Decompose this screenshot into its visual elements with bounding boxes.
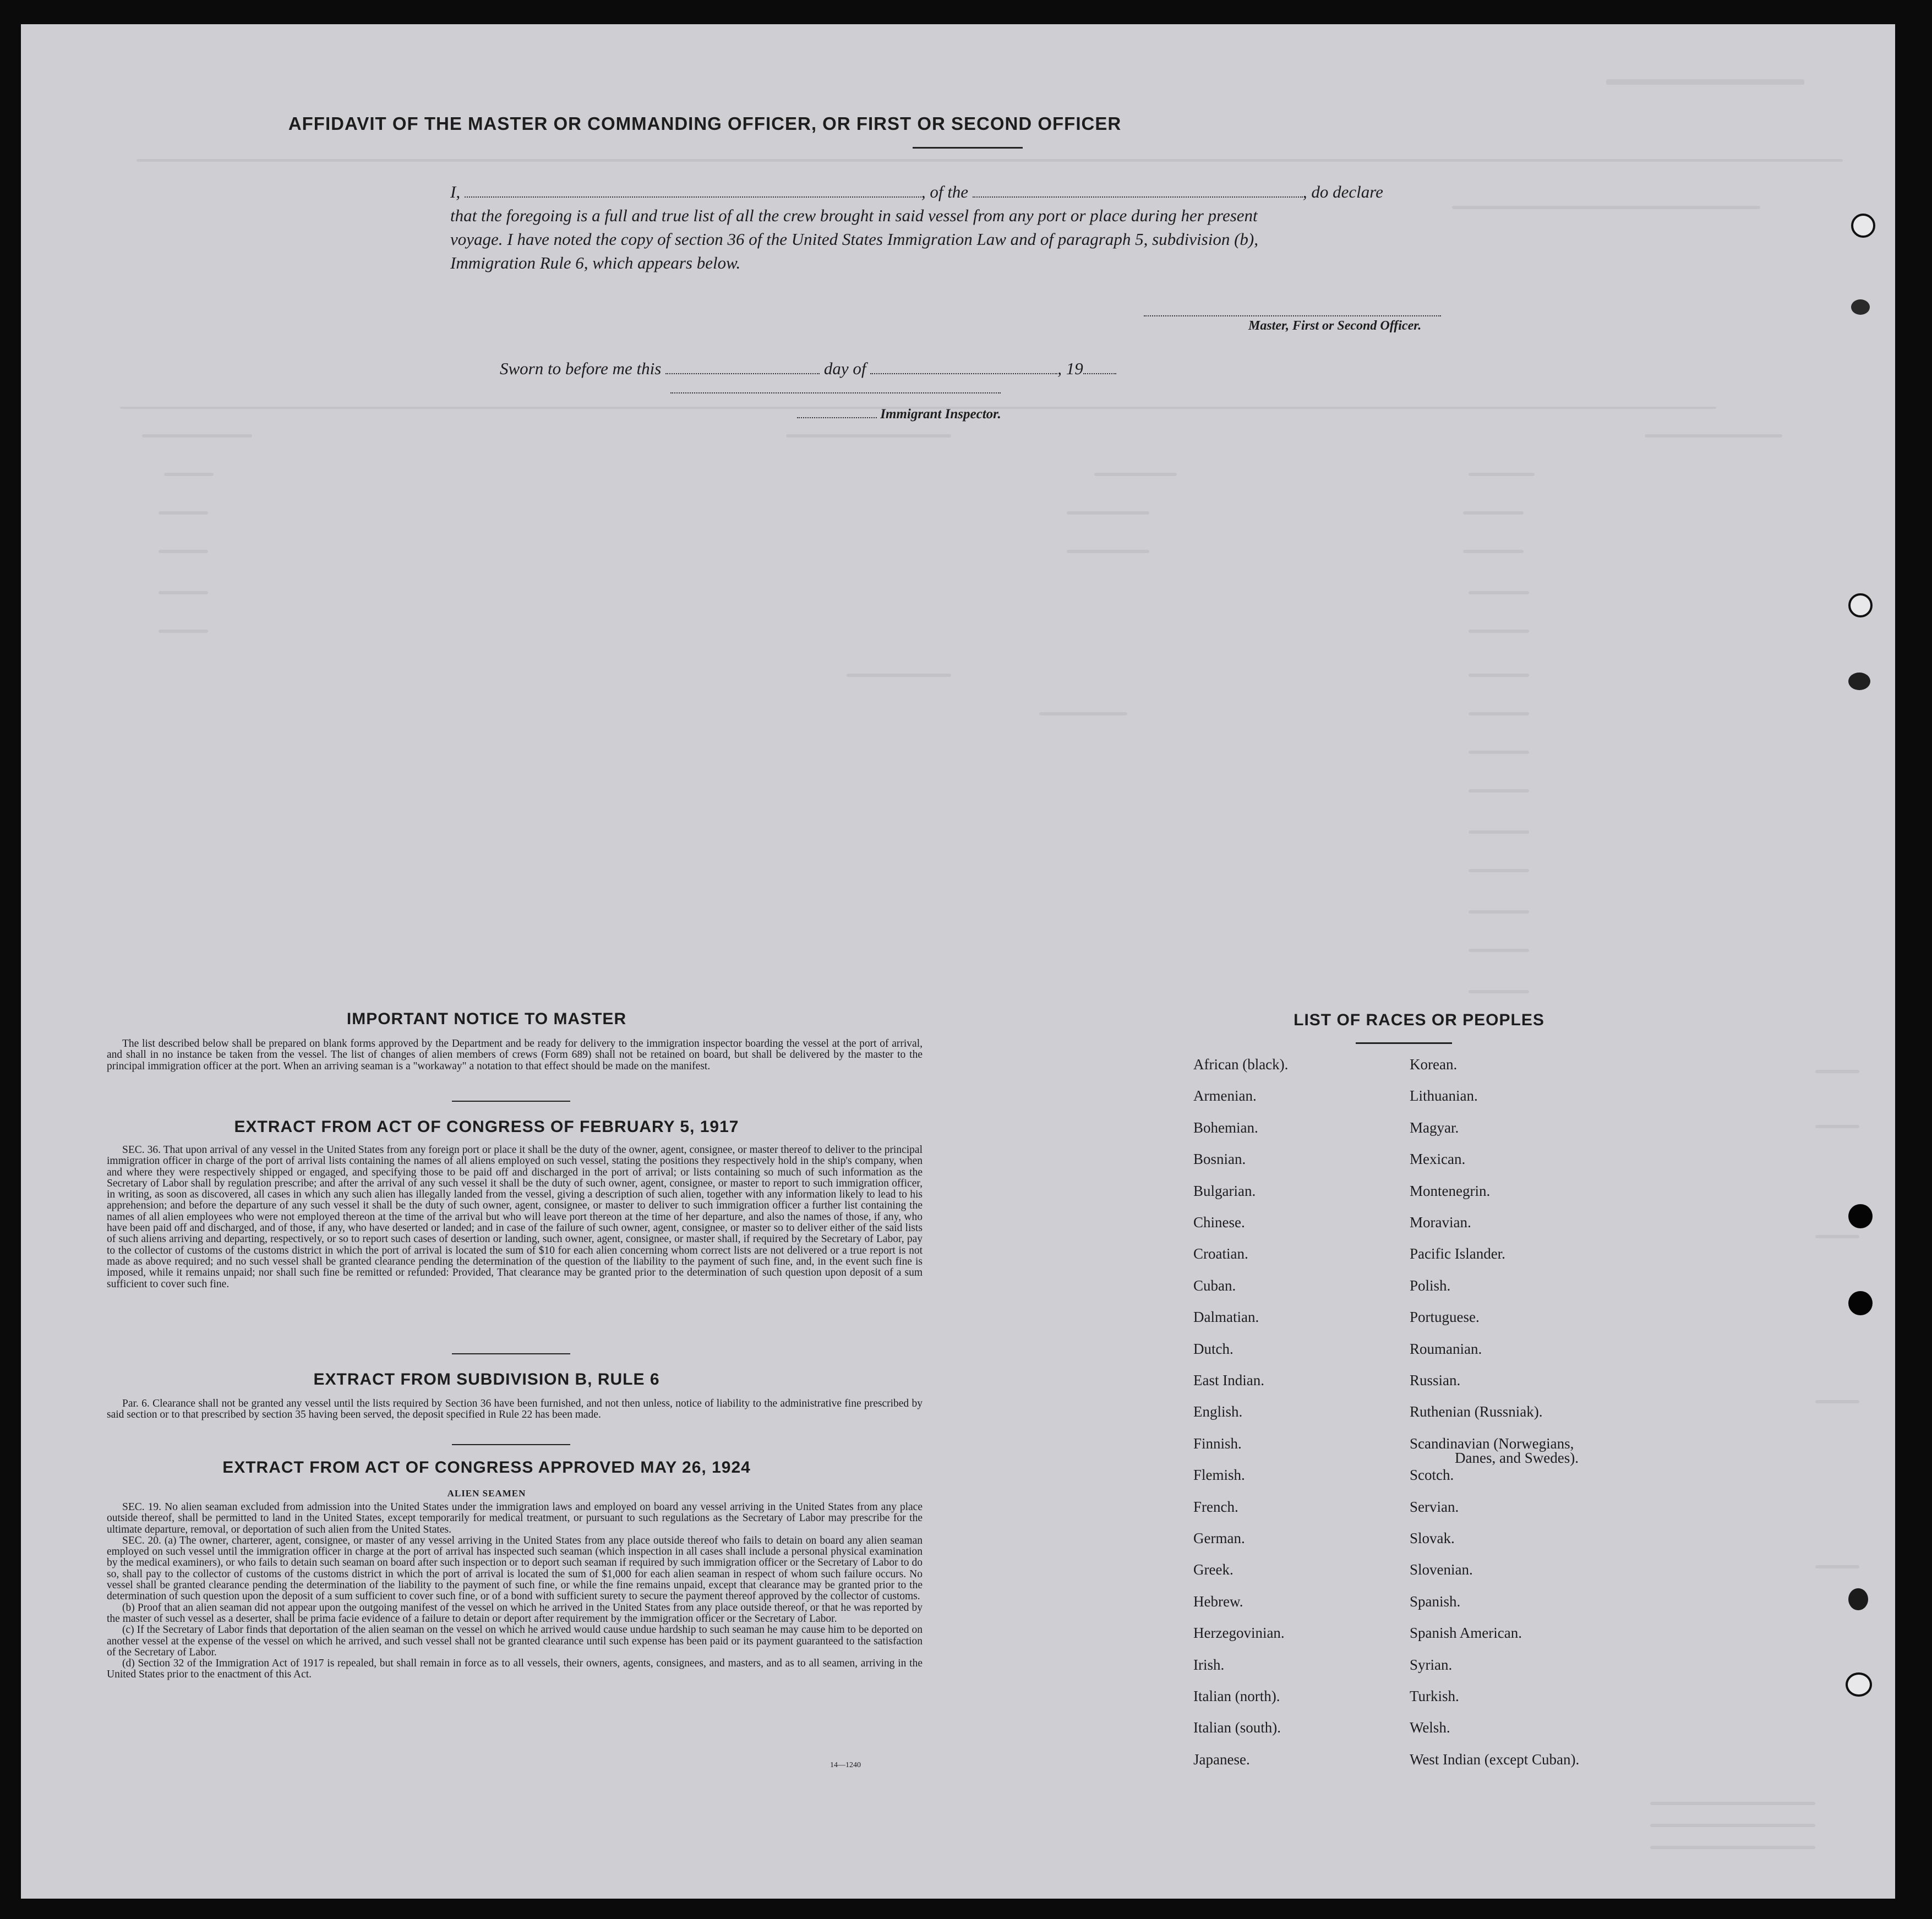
- race-item: Japanese.: [1193, 1751, 1250, 1768]
- race-item: Magyar.: [1410, 1119, 1459, 1136]
- sec-20c-paragraph: (c) If the Secretary of Labor finds that deportation of the alien seaman on the vessel on which he arrived would cause undue hardship to such seaman he may cause him to be deported on another vessel at the expense of the vessel on which he arrived, and such vessel shall not be granted clearance until such expense has been paid or its payment guaranteed to the satisfaction of the Secretary of Labor.: [107, 1624, 923, 1658]
- race-item: Russian.: [1410, 1372, 1461, 1388]
- inspector-caption: Immigrant Inspector.: [880, 407, 1001, 422]
- race-item: Servian.: [1410, 1499, 1459, 1515]
- race-item: Bulgarian.: [1193, 1183, 1256, 1199]
- race-item: Pacific Islander.: [1410, 1245, 1505, 1262]
- race-item: Cuban.: [1193, 1277, 1236, 1294]
- form-number: 14—1240: [830, 1761, 861, 1769]
- document-page: [21, 24, 1895, 1899]
- sec-19-paragraph: SEC. 19. No alien seaman excluded from admission into the United States under the immigration laws and employed on board any vessel arriving in the United States from any place outside thereof, shall be permitted to land in the United States, except temporarily for medical treatment, or pursuant to such regulations as the Secretary of Labor may prescribe for the ultimate departure, removal, or deportation of such alien from the United States.: [107, 1501, 923, 1535]
- affidavit-line-2: that the foregoing is a full and true list of all the crew brought in said vessel from any port or place during her present: [450, 206, 1258, 225]
- notice-text: [107, 1038, 923, 1072]
- title-divider: [913, 147, 1023, 149]
- races-title: LIST OF RACES OR PEOPLES: [1294, 1011, 1544, 1029]
- race-item: Dutch.: [1193, 1341, 1234, 1357]
- notice-paragraph: The list described below shall be prepared on blank forms approved by the Department and be ready for delivery to the immigration inspector boarding the vessel at the port of arrival, and shall in no instance be taken from the vessel. The list of changes of alien members of crews (Form 689) shall not be retained on board, but shall be delivered by the master to the principal immigration officer at the port. When an arriving seaman is a "workaway" a notation to that effect should be made on the manifest.: [107, 1038, 923, 1072]
- extract-rule6-title: EXTRACT FROM SUBDIVISION B, RULE 6: [313, 1370, 660, 1388]
- race-item: Turkish.: [1410, 1688, 1459, 1704]
- race-item: Korean.: [1410, 1056, 1458, 1073]
- affidavit-line-4: Immigration Rule 6, which appears below.: [450, 253, 741, 272]
- declarant-of-the: , of the: [921, 182, 969, 201]
- race-item: French.: [1193, 1499, 1238, 1515]
- race-item: Polish.: [1410, 1277, 1451, 1294]
- race-item-continued: Danes, and Swedes).: [1455, 1450, 1579, 1466]
- punch-hole: [1851, 214, 1875, 238]
- race-item: Bohemian.: [1193, 1119, 1258, 1136]
- race-item: West Indian (except Cuban).: [1410, 1751, 1580, 1768]
- race-item: English.: [1193, 1403, 1243, 1420]
- declare-text: , do declare: [1302, 182, 1383, 201]
- punch-hole: [1848, 1204, 1873, 1228]
- divider: [452, 1444, 570, 1445]
- race-item: Armenian.: [1193, 1087, 1257, 1104]
- race-item: Finnish.: [1193, 1435, 1242, 1452]
- race-item: East Indian.: [1193, 1372, 1264, 1388]
- month-blank[interactable]: [870, 357, 1057, 374]
- race-item: Portuguese.: [1410, 1309, 1480, 1325]
- sec-20a-paragraph: SEC. 20. (a) The owner, charterer, agent, consignee, or master of any vessel arriving in the United States from any place outside thereof who fails to detain on board any alien seaman employed on such vessel until the immigration officer in charge at the port of arrival has inspected such seaman (which inspection in all cases shall include a personal physical examination by the medical examiners), or who fails to detain such seaman on board after such inspection or to deport such seaman if required by such immigration officer or the Secretary of Labor to do so, shall pay to the collector of customs of the customs district in which the port of arrival is located the sum of $1,000 for each alien seaman in respect of whom such failure occurs. No vessel shall be granted clearance pending the determination of the liability to the payment of such fine, or while the fine remains unpaid, except that clearance may be granted prior to the determination of such question upon the deposit of a sum sufficient to cover such fine, or of a bond with sufficient surety to secure the payment thereof approved by the collector of customs.: [107, 1534, 923, 1603]
- extract-rule6-text: [107, 1398, 923, 1421]
- extract-1917-text: [107, 1145, 923, 1290]
- race-item: Italian (north).: [1193, 1688, 1280, 1704]
- sec-36-paragraph: SEC. 36. That upon arrival of any vessel in the United States from any foreign port or place it shall be the duty of the owner, agent, consignee, or master thereof to deliver to the principal immigration officer in charge of the port of arrival lists containing the names of all aliens employed on such vessel, stating the positions they respectively hold in the ship's company, when and where they were respectively shipped or engaged, and specifying those to be paid off and discharged in the port of arrival; or lists containing so much of such information as the Secretary of Labor shall by regulation prescribe; and after the arrival of any such vessel it shall be the duty of such owner, agent, consignee, or master to report to such immigration officer, in writing, as soon as discovered, all cases in which any such alien has illegally landed from the vessel, giving a description of such alien, together with any information likely to lead to his apprehension; and before the departure of any such vessel it shall be the duty of such owner, agent, consignee, or master to deliver to such immigration officer a further list containing the names of all alien employees who were not employed thereon at the time of the arrival but who will leave port thereon at the time of her departure, and also the names of those, if any, who have been paid off and discharged, and of those, if any, who have deserted or landed; and in case of the failure of such owner, agent, consignee, or master so to deliver either of the said lists of such aliens arriving and departing, respectively, or so to report such cases of desertion or landing, such owner, agent, consignee, or master shall, if required by the Secretary of Labor, pay to the collector of customs of the customs district in which the port of arrival is located the sum of $10 for each alien concerning whom correct lists are not delivered or a true report is not made as above required; and no such vessel shall be granted clearance pending the determination of the question of the liability to the payment of such fine, and, in the event such fine is imposed, while it remains unpaid; nor shall such fine be remitted or refunded: Provided, That clearance may be granted prior to the determination of such question upon deposit of a sum sufficient to cover such fine.: [107, 1144, 923, 1290]
- sworn-prefix: Sworn to before me this: [500, 359, 662, 378]
- affidavit-line-3: voyage. I have noted the copy of section 36 of the United States Immigration Law and of paragraph 5, subdivision (b),: [450, 229, 1258, 249]
- punch-hole: [1848, 1291, 1873, 1315]
- sworn-year-prefix: , 19: [1057, 359, 1083, 378]
- master-caption: Master, First or Second Officer.: [1248, 319, 1422, 333]
- race-item: Syrian.: [1410, 1656, 1453, 1673]
- punch-hole: [1846, 1672, 1872, 1697]
- divider: [452, 1101, 570, 1102]
- vessel-name-blank[interactable]: [973, 180, 1303, 198]
- inspector-signature-line[interactable]: [670, 392, 1001, 393]
- race-item: Italian (south).: [1193, 1719, 1281, 1736]
- punch-hole: [1848, 593, 1873, 617]
- sec-20d-paragraph: (d) Section 32 of the Immigration Act of 1917 is repealed, but shall remain in force as to all vessels, their owners, agents, consignees, and masters, and as to all seamen, arriving in the United States prior to the enactment of this Act.: [107, 1658, 923, 1681]
- day-blank[interactable]: [665, 357, 820, 374]
- races-divider: [1356, 1042, 1452, 1044]
- race-item: Lithuanian.: [1410, 1087, 1478, 1104]
- race-item: Welsh.: [1410, 1719, 1450, 1736]
- race-item: Mexican.: [1410, 1151, 1466, 1167]
- declarant-name-blank[interactable]: [465, 180, 921, 198]
- race-item: Irish.: [1193, 1656, 1225, 1673]
- race-item: Montenegrin.: [1410, 1183, 1491, 1199]
- race-item: Croatian.: [1193, 1245, 1248, 1262]
- year-blank[interactable]: [1083, 357, 1116, 374]
- race-item: Greek.: [1193, 1561, 1234, 1578]
- race-item: German.: [1193, 1530, 1245, 1546]
- sec-20b-paragraph: (b) Proof that an alien seaman did not appear upon the outgoing manifest of the vessel on which he arrived in the United States from any place outside thereof, or that he was reported by the master of such vessel as a deserter, shall be prima facie evidence of a failure to detain or deport after requirement by the immigration officer or the Secretary of Labor.: [107, 1601, 923, 1625]
- race-item: Spanish.: [1410, 1593, 1461, 1610]
- declarant-prefix: I,: [450, 182, 461, 201]
- race-item: Slovak.: [1410, 1530, 1455, 1546]
- extract-1924-text: [107, 1502, 923, 1681]
- race-item: Roumanian.: [1410, 1341, 1482, 1357]
- race-item: Ruthenian (Russniak).: [1410, 1403, 1543, 1420]
- race-item: Bosnian.: [1193, 1151, 1246, 1167]
- affidavit-title: AFFIDAVIT OF THE MASTER OR COMMANDING OFFICER, OR FIRST OR SECOND OFFICER: [288, 113, 1122, 134]
- divider: [452, 1353, 570, 1354]
- race-item: Moravian.: [1410, 1214, 1471, 1231]
- punch-hole: [1848, 1588, 1868, 1610]
- race-item: Spanish American.: [1410, 1625, 1522, 1641]
- master-signature-line[interactable]: [1144, 315, 1441, 316]
- sworn-statement: [500, 357, 1116, 379]
- race-item: Scotch.: [1410, 1467, 1454, 1483]
- punch-hole: [1851, 299, 1870, 315]
- race-item: Slovenian.: [1410, 1561, 1473, 1578]
- affidavit-body: [450, 180, 1513, 275]
- inspector-leader: [797, 408, 877, 418]
- notice-title: IMPORTANT NOTICE TO MASTER: [346, 1010, 627, 1028]
- race-item: Hebrew.: [1193, 1593, 1243, 1610]
- extract-1924-title: EXTRACT FROM ACT OF CONGRESS APPROVED MAY 26, 1924: [222, 1458, 751, 1477]
- punch-hole: [1848, 673, 1870, 690]
- race-item: Flemish.: [1193, 1467, 1245, 1483]
- race-item: Scandinavian (Norwegians,: [1410, 1435, 1574, 1452]
- sworn-day-of: day of: [823, 359, 866, 378]
- par-6-paragraph: Par. 6. Clearance shall not be granted any vessel until the lists required by Section 36 have been furnished, and not then unless, notice of liability to the administrative fine prescribed by said section or to that prescribed by section 35 having been served, the deposit specified in Rule 22 has been made.: [107, 1398, 923, 1421]
- extract-1917-title: EXTRACT FROM ACT OF CONGRESS OF FEBRUARY 5, 1917: [234, 1118, 739, 1136]
- alien-seamen-subtitle: ALIEN SEAMEN: [447, 1488, 526, 1499]
- race-item: Chinese.: [1193, 1214, 1245, 1231]
- race-item: Herzegovinian.: [1193, 1625, 1285, 1641]
- race-item: Dalmatian.: [1193, 1309, 1259, 1325]
- race-item: African (black).: [1193, 1056, 1289, 1073]
